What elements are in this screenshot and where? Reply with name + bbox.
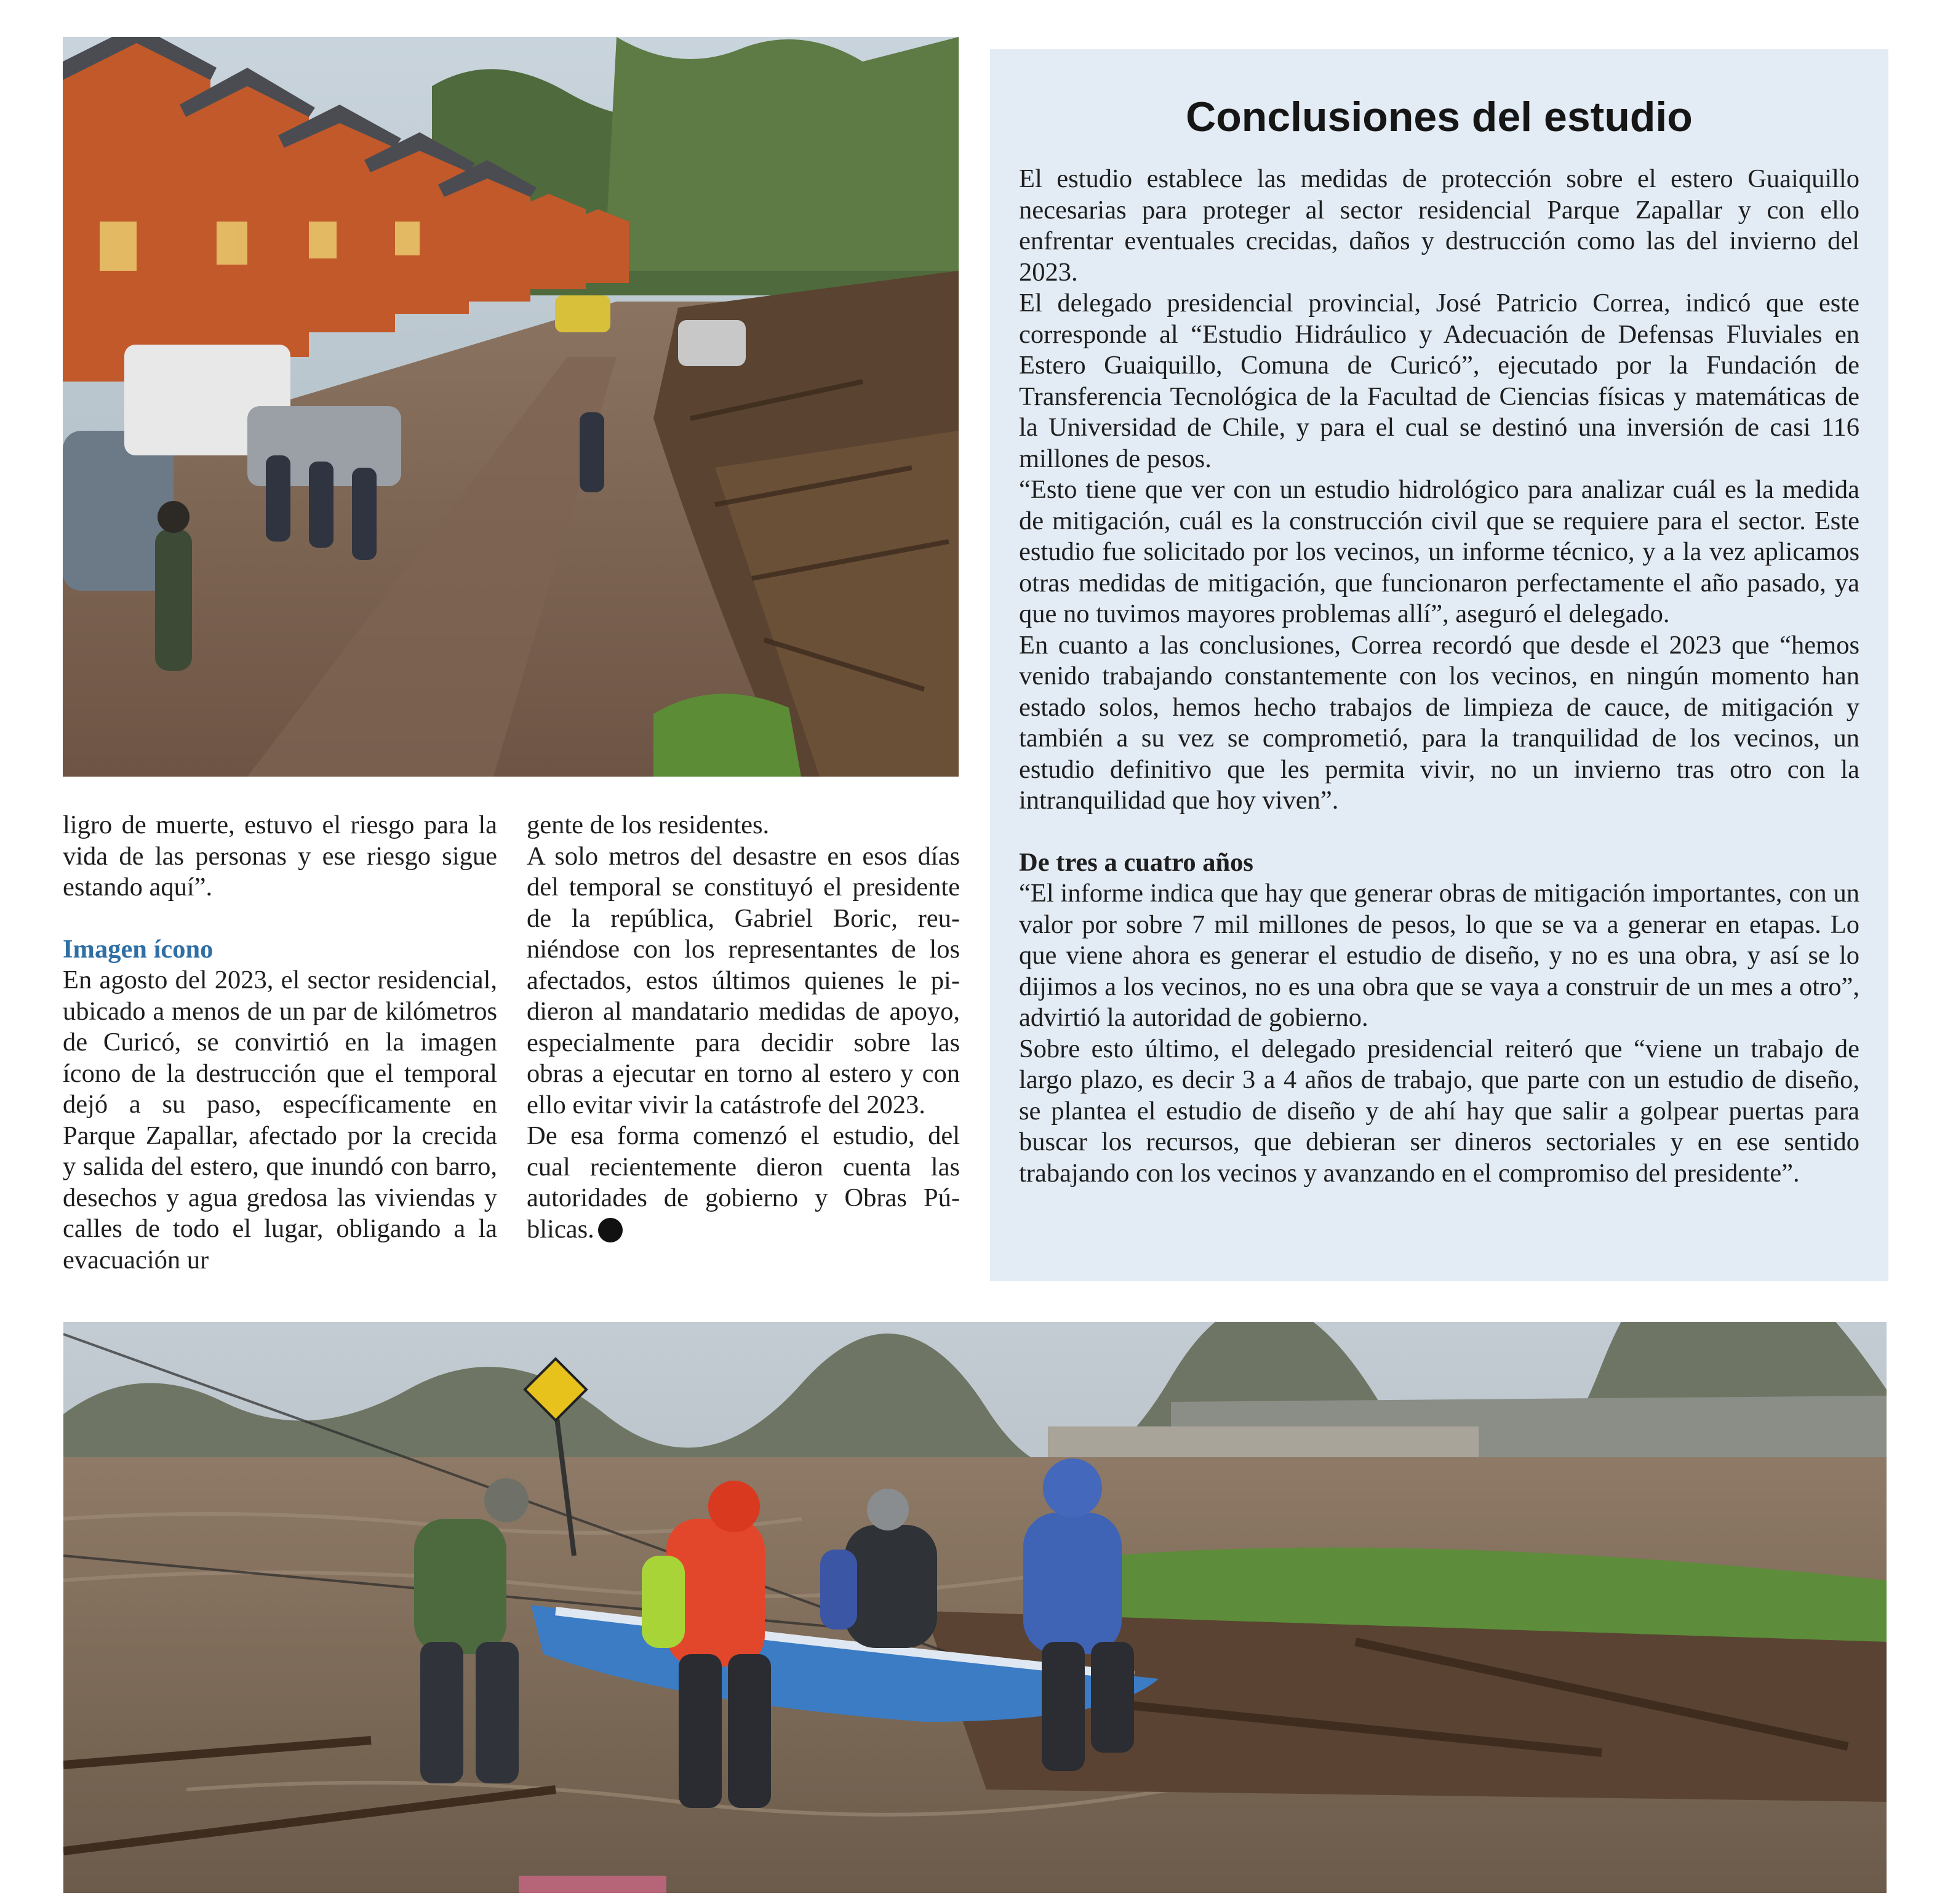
paragraph-spacer — [1019, 817, 1859, 847]
sidebar-paragraph: “El informe indica que hay que generar obras de mitigación importantes, con un valor por sobre 7 mil millones de pesos, lo que se va a generar en etapas. Lo que viene ahora es generar el estudio de diseño, y no es una obra, y así se lo dijimos a los vecinos, no es una obra que se vaya a construir de un mes a otro”, advirtió la autoridad de gobierno. — [1019, 879, 1859, 1032]
article-paragraph-final — [527, 1121, 960, 1245]
article-paragraph: ligro de muerte, estuvo el riesgo para la vida de las personas y ese riesgo sigue estando aquí”. — [63, 810, 497, 902]
sidebar-body — [1019, 164, 1859, 1189]
article-paragraph: A solo metros del desastre en esos días del temporal se constituyó el presidente de la república, Gabriel Boric, reuniéndose con los representantes de los afectados, estos últimos quienes le pidieron al mandatario medidas de apoyo, especialmente para decidir sobre las obras a ejecutar en torno al estero y con ello evitar vivir la catástrofe del 2023. — [527, 841, 960, 1119]
article-column-middle — [527, 810, 960, 1245]
sidebar-paragraph: El delegado presidencial provincial, José Patricio Correa, indicó que este corresponde al “Estudio Hidráulico y Adecuación de Defensas Fluviales en Estero Guaiquillo, Comuna de Curicó”, ejecutado por la Fundación de Transferencia Tecnológica de la Facultad de Ciencias físicas y matemáticas de la Universidad de Chile, y para el cual se destinó una inversión de casi 116 millones de pesos. — [1019, 289, 1859, 473]
conclusions-sidebar — [990, 49, 1888, 1281]
flooded-street-photo — [63, 37, 959, 777]
article-paragraph: En agosto del 2023, el sector residencial, ubicado a menos de un par de kilómetros de Curicó, se convirtió en la imagen ícono de la destrucción que el temporal dejó a su paso, específicamente en Parque Zapallar, afectado por la crecida y salida del estero, que inundó con barro, desechos y agua gredosa las viviendas y calles de todo el lugar, obligando a la evacuación ur — [63, 966, 497, 1274]
article-paragraph: gente de los residentes. — [527, 810, 770, 839]
sidebar-title: Conclusiones del estudio — [1186, 94, 1693, 140]
subheading-tres-cuatro-anos: De tres a cuatro años — [1019, 847, 1253, 877]
end-mark-icon — [598, 1218, 623, 1242]
article-paragraph-text: De esa forma comenzó el estudio, del cual recientemente dieron cuenta las autoridades de gobierno y Obras Públicas. — [527, 1121, 960, 1244]
article-column-left — [63, 810, 497, 1276]
sidebar-paragraph: El estudio establece las medidas de protección sobre el estero Guaiquillo necesarias para proteger al sector residencial Parque Zapallar y con ello enfrentar eventuales crecidas, daños y destrucción como las del invierno del 2023. — [1019, 164, 1859, 287]
subheading-imagen-icono: Imagen ícono — [63, 934, 214, 964]
sidebar-paragraph: “Esto tiene que ver con un estudio hidrológico para analizar cuál es la medida de mitigación, cuál es la construcción civil que se requiere para el sector. Este estudio fue solicitado por los vecinos, un informe técnico, y a la vez aplicamos otras medidas de mitigación, que funcionaron perfectamente el año pasado, ya que no tuvimos mayores problemas allí”, aseguró el delegado. — [1019, 475, 1859, 628]
sidebar-paragraph: En cuanto a las conclusiones, Correa recordó que desde el 2023 que “hemos venido trabajando constantemente con los vecinos, en ningún momento han estado solos, hemos hecho trabajos de limpieza de cauce, de mitigación y también a su vez se comprometió, para la tranquilidad de los vecinos, un estudio definitivo que les permita vivir, no un invierno tras otro con la intranquilidad que hoy viven”. — [1019, 630, 1859, 815]
river-rescue-photo — [63, 1322, 1887, 1893]
flooded-street-illustration — [63, 37, 959, 777]
paragraph-spacer — [63, 903, 497, 934]
sidebar-paragraph: Sobre esto último, el delegado presidencial reiteró que “viene un trabajo de largo plazo, es decir 3 a 4 años de trabajo, que parte con un estudio de diseño, se plantea el estudio de diseño y de ahí hay que salir a golpear puertas para buscar los recursos, que debieran ser dineros sectoriales y en ese sentido trabajando con los vecinos y avanzando en el compromiso del presidente”. — [1019, 1034, 1859, 1188]
river-rescue-illustration — [63, 1322, 1887, 1893]
